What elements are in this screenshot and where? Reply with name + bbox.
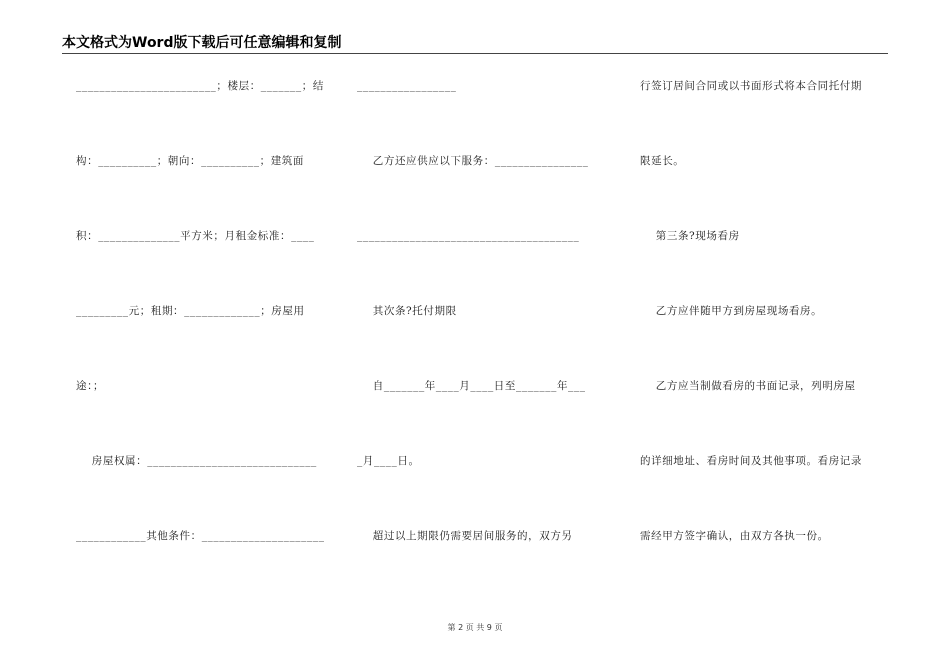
text-line: 房屋权属：_____________________________ — [76, 455, 317, 467]
text-line: ________________________；楼层：_______；结 — [76, 80, 324, 92]
text-line: 其次条?托付期限 — [357, 305, 457, 317]
text-line: 乙方应当制做看房的书面记录，列明房屋 — [640, 380, 856, 392]
text-line: 行签订居间合同或以书面形式将本合同托付期 — [640, 80, 862, 92]
text-line: 限延长。 — [640, 155, 685, 167]
text-line: 乙方还应供应以下服务：________________ — [357, 155, 589, 167]
text-line: ______________________________________ — [357, 230, 580, 242]
text-line: 积：______________平方米；月租金标准：____ — [76, 230, 315, 242]
text-line: 第三条?现场看房 — [640, 230, 740, 242]
text-line: 自_______年____月____日至_______年___ — [357, 380, 586, 392]
text-line: _________________ — [357, 80, 457, 92]
text-line: ____________其他条件：_____________________ — [76, 530, 325, 542]
text-line: 途：； — [76, 380, 105, 392]
text-line: 的详细地址、看房时间及其他事项。看房记录 — [640, 455, 862, 467]
text-line: 乙方应伴随甲方到房屋现场看房。 — [640, 305, 823, 317]
text-line: 构：__________；朝向：__________；建筑面 — [76, 155, 304, 167]
text-line: _月____日。 — [357, 455, 420, 467]
text-line: 需经甲方签字确认，由双方各执一份。 — [640, 530, 829, 542]
text-line: 超过以上期限仍需要居间服务的，双方另 — [357, 530, 573, 542]
page-number-footer: 第 2 页 共 9 页 — [447, 623, 503, 632]
document-header-title: 本文格式为Word版下载后可任意编辑和复制 — [62, 34, 888, 54]
text-line: _________元；租期：_____________；房屋用 — [76, 305, 305, 317]
